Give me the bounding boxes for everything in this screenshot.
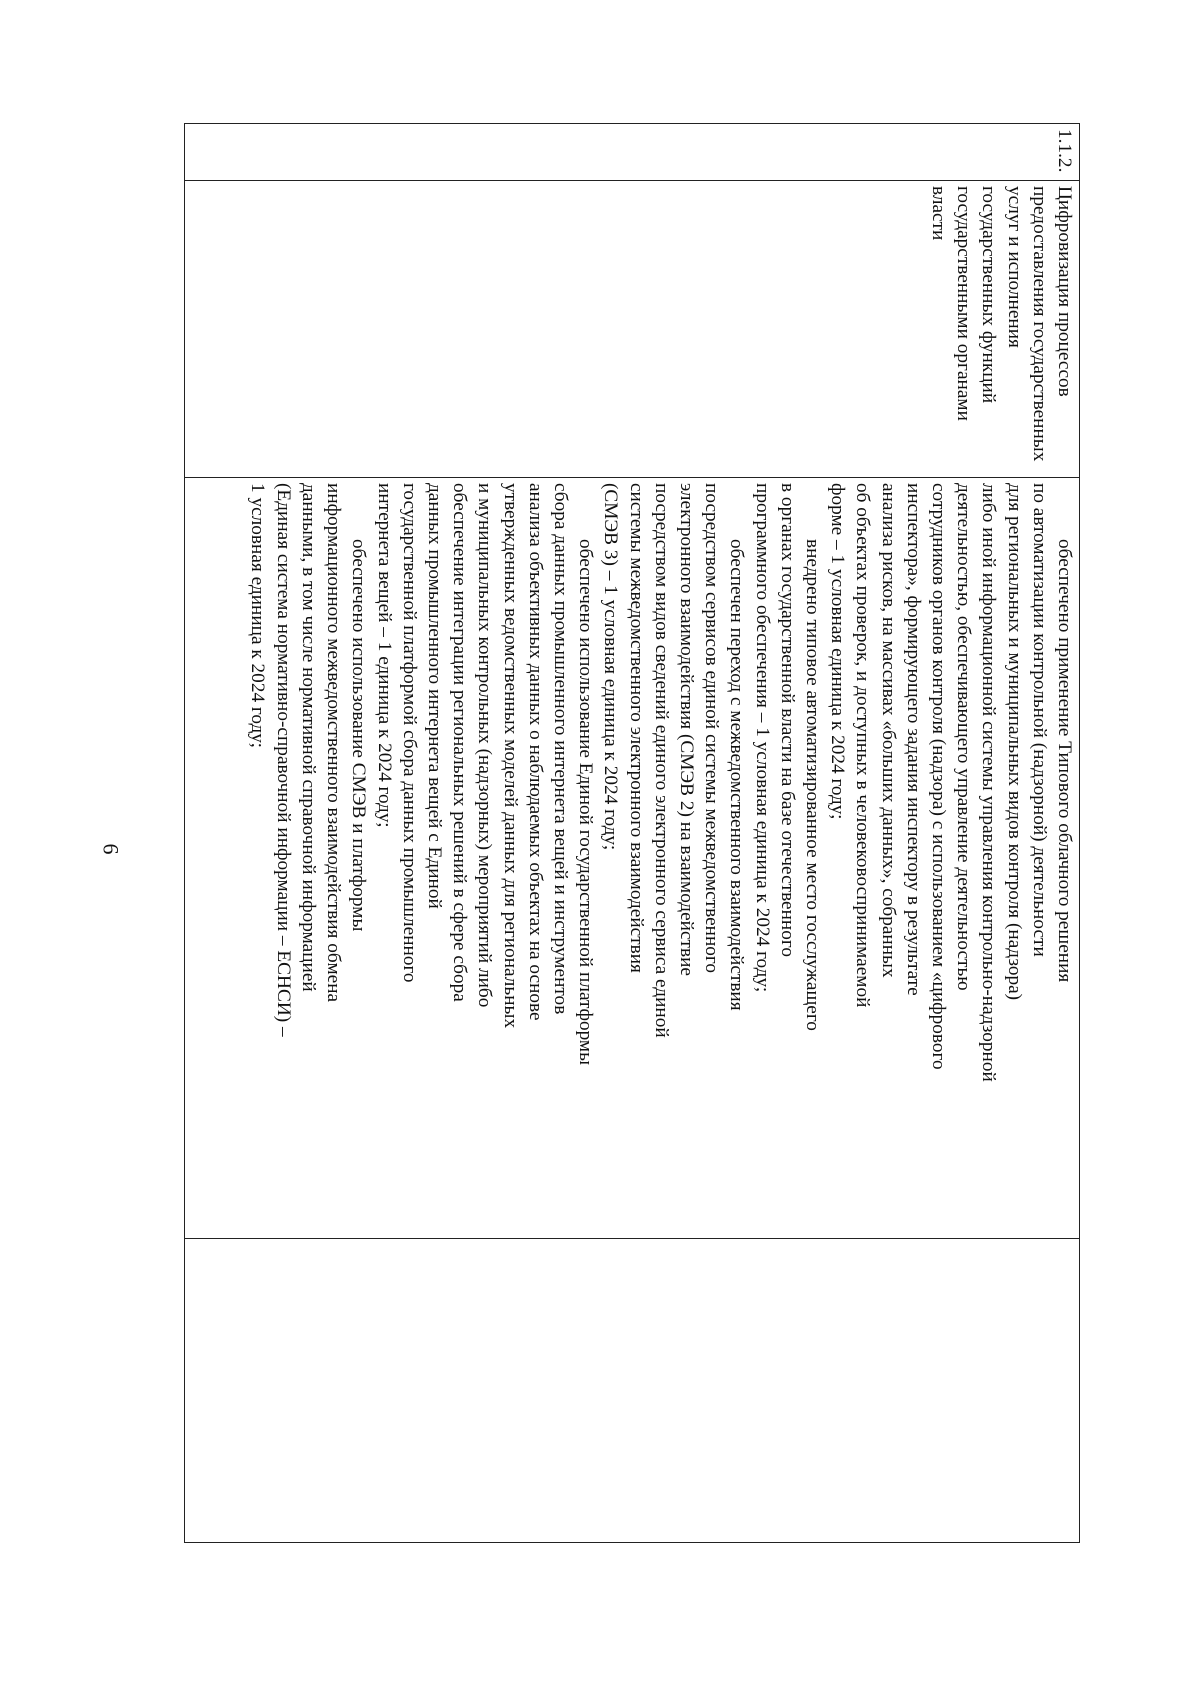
description-line: внедрено типовое автоматизированное место госслужащего [801,539,823,1031]
description-line: государственной платформой сбора данных промышленного [398,483,420,983]
page-number: 6 [98,843,124,855]
description-line: обеспечено использование Единой государственной платформы [575,539,597,1066]
rotated-table-wrapper [184,123,1080,1543]
row-title: Цифровизация процессов предоставления государственных услуг и исполнения государственных функций государственными органами власти [185,181,1080,478]
description-line: обеспечено использование СМЭВ и платформы [348,539,370,932]
description-line: анализа объективных данных о наблюдаемых объектах на основе [524,483,546,1021]
description-line: анализа рисков, на массивах «больших данных», собранных [877,483,899,978]
description-line: сотрудников органов контроля (надзора) с использованием «цифрового [927,483,949,1070]
row-extra-cell [185,1239,1080,1543]
document-table [184,123,1080,1543]
description-line: утвержденных ведомственных моделей данных для региональных [499,483,521,1029]
description-line: сбора данных промышленного интернета вещей и инструментов [549,483,571,1015]
description-line: обеспечен переход с межведомственного взаимодействия [726,539,748,1011]
description-line: интернета вещей – 1 единица к 2024 году; [373,483,395,828]
description-line: информационного межведомственного взаимодействия обмена [323,483,345,1003]
description-line: обеспечено применение Типового облачного решения [1054,539,1075,983]
description-line: системы межведомственного электронного взаимодействия [625,483,647,973]
description-line: для региональных и муниципальных видов контроля (надзора) [1003,483,1025,1001]
description-line: в органах государственной власти на базе отечественного [776,483,798,957]
description-line: 1 условная единица к 2024 году; [247,483,269,748]
description-line: программного обеспечения – 1 условная единица к 2024 году; [751,483,773,993]
description-line: и муниципальных контрольных (надзорных) мероприятий либо [474,483,496,1008]
row-description [185,478,1080,1239]
description-line: посредством видов сведений единого электронного сервиса единой [650,483,672,1038]
description-line: об объектах проверок, и доступных в человековоспринимаемой [852,483,874,1008]
row-number: 1.1.2. [185,124,1080,181]
description-line: данными, в том числе нормативной справочной информацией [297,483,319,992]
description-line: деятельностью, обеспечивающего управление деятельностью [953,483,975,991]
description-line: инспектора», формирующего задания инспектору в результате [902,483,924,996]
description-line: либо иной информационной системы управления контрольно-надзорной [978,483,1000,1082]
description-lines [245,483,1077,1233]
description-line: электронного взаимодействия (СМЭВ 2) на взаимодействие [675,483,697,976]
table-row [185,124,1080,1543]
description-line: форме – 1 условная единица к 2024 году; [827,483,849,820]
description-line: посредством сервисов единой системы межведомственного [701,483,723,974]
description-line: обеспечение интеграции региональных решений в сфере сбора [449,483,471,1002]
description-line: данных промышленного интернета вещей с Единой [423,483,445,909]
description-line: по автоматизации контрольной (надзорной) деятельности [1028,483,1050,957]
description-line: (Единая система нормативно-справочной информации – ЕСНСИ) – [272,483,294,1037]
description-line: (СМЭВ 3) – 1 условная единица к 2024 году; [600,483,622,851]
